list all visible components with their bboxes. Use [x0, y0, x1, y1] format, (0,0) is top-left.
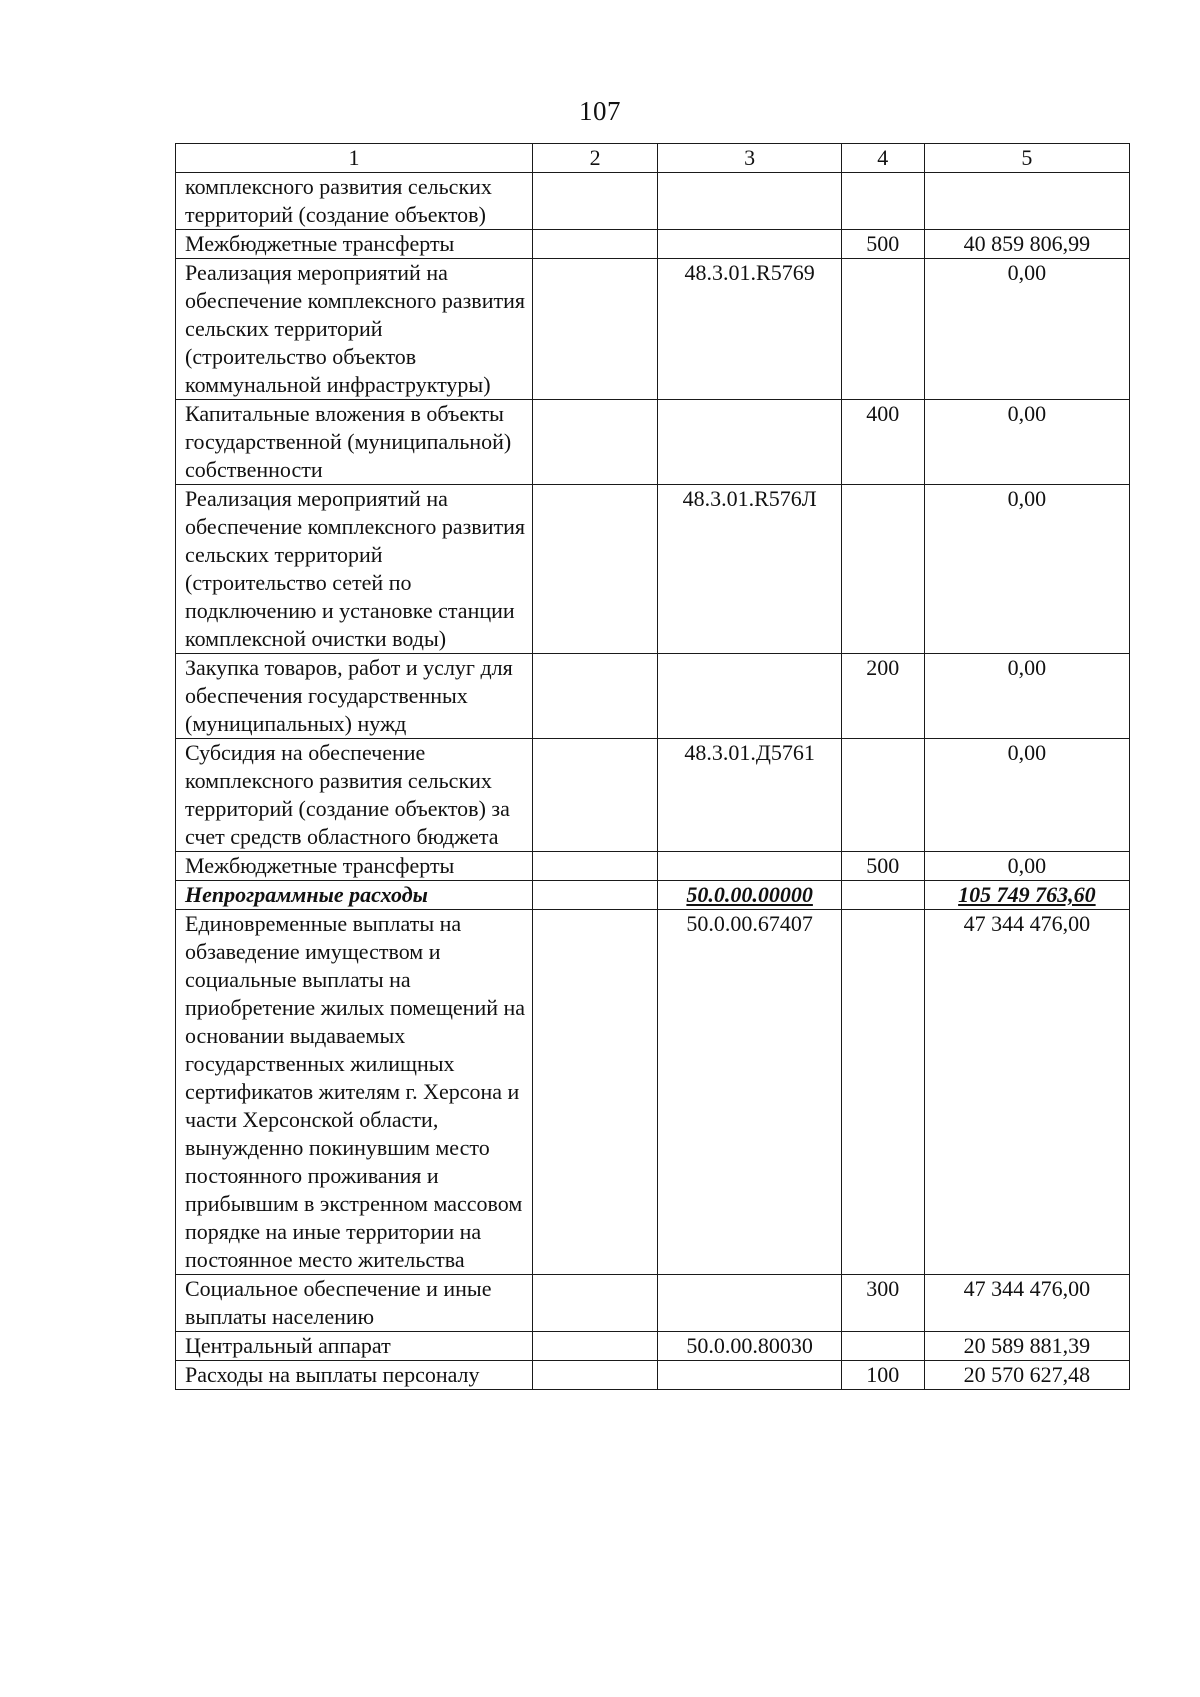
target-code-cell — [658, 173, 841, 230]
table-row — [176, 654, 1130, 739]
expense-name-cell: Капитальные вложения в объекты государственной (муниципальной) собственности — [176, 400, 533, 485]
expense-type-cell: 500 — [841, 852, 924, 881]
section-cell — [532, 259, 658, 400]
column-header-2: 2 — [532, 144, 658, 173]
expense-name-cell: Субсидия на обеспечение комплексного развития сельских территорий (создание объектов) за счет средств областного бюджета — [176, 739, 533, 852]
section-cell — [532, 1332, 658, 1361]
amount-cell — [924, 173, 1129, 230]
column-header-5: 5 — [924, 144, 1129, 173]
page-number: 107 — [579, 96, 621, 126]
section-cell — [532, 1275, 658, 1332]
expense-name-cell: Социальное обеспечение и иные выплаты населению — [176, 1275, 533, 1332]
expense-type-cell: 500 — [841, 230, 924, 259]
expense-name-cell: Межбюджетные трансферты — [176, 230, 533, 259]
expense-type-cell — [841, 881, 924, 910]
amount-cell: 20 589 881,39 — [924, 1332, 1129, 1361]
table-row — [176, 230, 1130, 259]
amount-cell: 47 344 476,00 — [924, 1275, 1129, 1332]
table-row — [176, 881, 1130, 910]
amount-cell: 0,00 — [924, 485, 1129, 654]
expense-type-cell: 400 — [841, 400, 924, 485]
amount-cell: 0,00 — [924, 654, 1129, 739]
expense-name-cell: комплексного развития сельских территорий (создание объектов) — [176, 173, 533, 230]
section-cell — [532, 1361, 658, 1390]
table-row — [176, 739, 1130, 852]
amount-cell: 0,00 — [924, 259, 1129, 400]
table-row — [176, 485, 1130, 654]
amount-cell: 0,00 — [924, 852, 1129, 881]
table-row — [176, 1275, 1130, 1332]
target-code-cell: 50.0.00.80030 — [658, 1332, 841, 1361]
amount-cell: 0,00 — [924, 739, 1129, 852]
section-cell — [532, 881, 658, 910]
target-code-cell: 50.0.00.67407 — [658, 910, 841, 1275]
table-row — [176, 1361, 1130, 1390]
expense-name-cell: Закупка товаров, работ и услуг для обеспечения государственных (муниципальных) нужд — [176, 654, 533, 739]
budget-table — [175, 143, 1130, 1390]
column-header-1: 1 — [176, 144, 533, 173]
section-cell — [532, 400, 658, 485]
expense-type-cell — [841, 485, 924, 654]
table-row — [176, 173, 1130, 230]
target-code-cell — [658, 1275, 841, 1332]
expense-name-cell: Центральный аппарат — [176, 1332, 533, 1361]
table-row — [176, 400, 1130, 485]
amount-cell: 40 859 806,99 — [924, 230, 1129, 259]
expense-type-cell — [841, 173, 924, 230]
section-cell — [532, 230, 658, 259]
amount-cell: 0,00 — [924, 400, 1129, 485]
table-row — [176, 1332, 1130, 1361]
expense-name-cell: Реализация мероприятий на обеспечение комплексного развития сельских территорий (строительство сетей по подключению и установке станции комплексной очистки воды) — [176, 485, 533, 654]
target-code-cell — [658, 1361, 841, 1390]
section-cell — [532, 852, 658, 881]
target-code-cell — [658, 852, 841, 881]
column-header-3: 3 — [658, 144, 841, 173]
column-number-row — [176, 144, 1130, 173]
expense-name-cell: Расходы на выплаты персоналу — [176, 1361, 533, 1390]
section-cell — [532, 485, 658, 654]
expense-name-cell: Реализация мероприятий на обеспечение комплексного развития сельских территорий (строительство объектов коммунальной инфраструктуры) — [176, 259, 533, 400]
target-code-cell: 48.3.01.R576Л — [658, 485, 841, 654]
table-row — [176, 852, 1130, 881]
amount-cell: 47 344 476,00 — [924, 910, 1129, 1275]
expense-type-cell — [841, 739, 924, 852]
expense-type-cell: 300 — [841, 1275, 924, 1332]
section-cell — [532, 654, 658, 739]
table-row — [176, 910, 1130, 1275]
expense-type-cell — [841, 910, 924, 1275]
target-code-cell: 50.0.00.00000 — [658, 881, 841, 910]
column-header-4: 4 — [841, 144, 924, 173]
target-code-cell — [658, 400, 841, 485]
section-cell — [532, 910, 658, 1275]
table-row — [176, 259, 1130, 400]
target-code-cell — [658, 230, 841, 259]
expense-type-cell — [841, 1332, 924, 1361]
expense-name-cell: Непрограммные расходы — [176, 881, 533, 910]
target-code-cell: 48.3.01.Д5761 — [658, 739, 841, 852]
target-code-cell: 48.3.01.R5769 — [658, 259, 841, 400]
expense-type-cell: 100 — [841, 1361, 924, 1390]
expense-name-cell: Межбюджетные трансферты — [176, 852, 533, 881]
section-cell — [532, 173, 658, 230]
expense-name-cell: Единовременные выплаты на обзаведение имуществом и социальные выплаты на приобретение жилых помещений на основании выдаваемых государственных жилищных сертификатов жителям г. Херсона и части Херсонской области, вынужденно покинувшим место постоянного проживания и прибывшим в экстренном массовом порядке на иные территории на постоянное место жительства — [176, 910, 533, 1275]
section-cell — [532, 739, 658, 852]
amount-cell: 20 570 627,48 — [924, 1361, 1129, 1390]
expense-type-cell: 200 — [841, 654, 924, 739]
target-code-cell — [658, 654, 841, 739]
amount-cell: 105 749 763,60 — [924, 881, 1129, 910]
expense-type-cell — [841, 259, 924, 400]
